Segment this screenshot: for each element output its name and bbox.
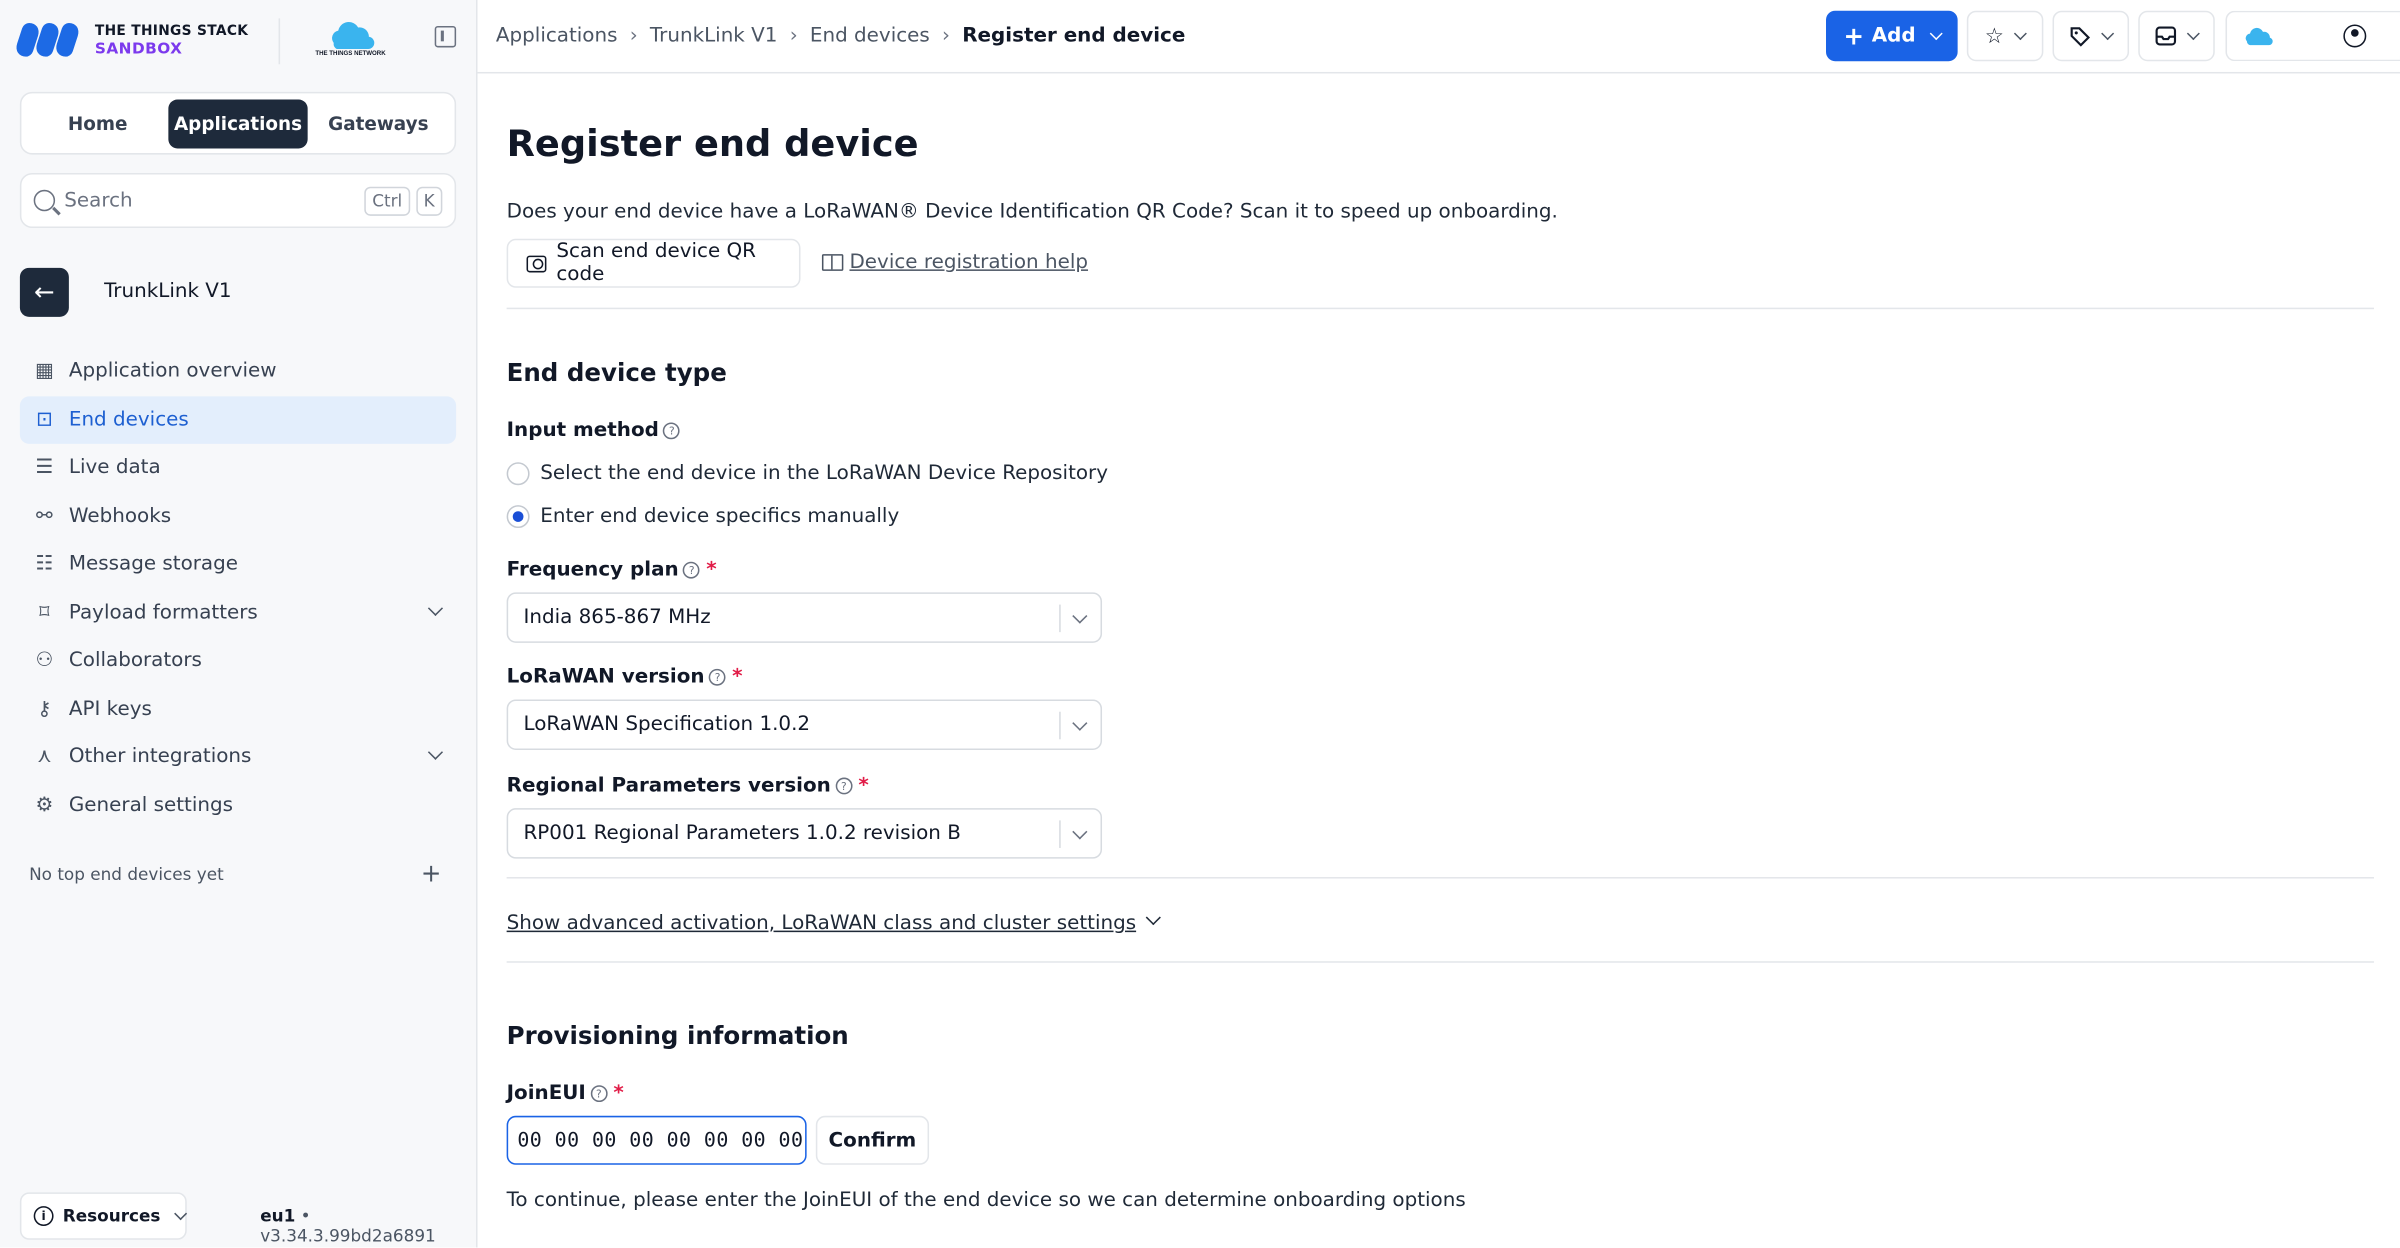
breadcrumb-current: Register end device <box>962 24 1186 48</box>
arrow-left-icon: ← <box>34 277 55 307</box>
lorawan-version-select[interactable] <box>507 699 1102 750</box>
chevron-down-icon <box>2101 27 2114 40</box>
continue-hint: To continue, please enter the JoinEUI of the end device so we can determine onboarding options <box>506 1189 1466 1213</box>
inbox-button[interactable] <box>2138 11 2215 62</box>
ttn-logo-text: THE THINGS NETWORK <box>315 50 386 58</box>
collapse-sidebar-icon[interactable] <box>435 26 456 47</box>
input-method-label: Input method ? <box>507 419 681 442</box>
resources-button[interactable] <box>20 1192 187 1239</box>
radio-button[interactable] <box>507 462 530 485</box>
top-header <box>478 0 2400 73</box>
add-top-device-button[interactable]: + <box>420 858 442 888</box>
grid-icon: ▦ <box>34 360 54 384</box>
chevron-down-icon <box>1146 910 1161 925</box>
help-icon[interactable]: ? <box>663 422 680 439</box>
things-stack-logo-icon <box>18 23 85 60</box>
breadcrumb-application[interactable]: TrunkLink V1 <box>649 24 778 48</box>
brand-line1: THE THINGS STACK <box>94 24 249 40</box>
tags-button[interactable] <box>2053 11 2130 62</box>
confirm-button[interactable]: Confirm <box>816 1116 929 1165</box>
regional-parameters-select[interactable] <box>507 808 1102 859</box>
sidebar-item-label: Webhooks <box>68 504 172 528</box>
ttn-cloud-logo-icon <box>2242 24 2331 48</box>
joineui-input[interactable]: 00 00 00 00 00 00 00 00 <box>507 1116 807 1165</box>
bookmarks-button[interactable] <box>1967 11 2044 62</box>
frequency-plan-label: Frequency plan ? * <box>506 558 717 582</box>
shortcut-ctrl: Ctrl <box>365 186 410 215</box>
plus-icon: + <box>1843 21 1865 51</box>
add-button-label: Add <box>1871 24 1916 48</box>
help-icon[interactable]: ? <box>709 669 726 686</box>
sidebar-item-label: API keys <box>68 697 152 721</box>
sidebar-item-label: Collaborators <box>68 649 202 673</box>
top-devices-empty: No top end devices yet <box>29 864 224 885</box>
section-divider <box>507 877 2374 879</box>
tab-gateways[interactable]: Gateways <box>328 112 429 134</box>
device-registration-help-link[interactable] <box>822 251 1088 274</box>
webhook-icon: ⚯ <box>36 504 53 528</box>
sidebar-item-general-settings[interactable] <box>20 781 456 829</box>
radio-device-repository[interactable] <box>507 462 1108 485</box>
sidebar-item-payload-formatters[interactable] <box>20 589 456 637</box>
chevron-down-icon <box>1072 608 1087 623</box>
gear-icon: ⚙ <box>35 793 54 817</box>
chevron-down-icon <box>428 600 443 615</box>
sidebar <box>0 0 478 1247</box>
required-asterisk: * <box>732 665 743 689</box>
shortcut-k: K <box>416 186 442 215</box>
select-value: India 865-867 MHz <box>523 606 711 630</box>
joineui-label: JoinEUI ? * <box>506 1082 624 1106</box>
required-asterisk: * <box>706 558 717 582</box>
chevron-right-icon: › <box>942 24 950 48</box>
profile-menu-button[interactable] <box>2225 11 2399 62</box>
inbox-icon <box>2155 26 2176 46</box>
scan-qr-label: Scan end device QR code <box>556 240 757 287</box>
book-icon <box>822 254 843 271</box>
brand-divider <box>279 18 281 64</box>
section-divider <box>507 308 2374 310</box>
section-divider <box>507 961 2374 963</box>
required-asterisk: * <box>613 1082 624 1106</box>
chevron-down-icon <box>1072 824 1087 839</box>
sidebar-item-label: End devices <box>68 408 189 432</box>
search-input[interactable] <box>20 173 456 228</box>
breadcrumb-applications[interactable]: Applications <box>495 24 618 48</box>
sidebar-item-end-devices[interactable] <box>20 396 456 444</box>
sidebar-item-message-storage[interactable] <box>20 540 456 588</box>
sidebar-item-label: Application overview <box>68 360 277 384</box>
radio-enter-manually[interactable] <box>507 505 900 528</box>
chevron-down-icon <box>1072 716 1087 731</box>
camera-icon <box>527 255 548 272</box>
sidebar-item-other-integrations[interactable] <box>20 733 456 781</box>
help-link-label: Device registration help <box>849 251 1089 274</box>
chevron-down-icon <box>2187 27 2200 40</box>
chevron-down-icon <box>174 1207 187 1220</box>
select-value: LoRaWAN Specification 1.0.2 <box>523 713 811 737</box>
radio-button-selected[interactable] <box>507 505 530 528</box>
ttn-cloud-logo-icon <box>315 20 386 60</box>
page-title: Register end device <box>506 122 919 166</box>
users-icon: ⚇ <box>35 649 54 673</box>
list-icon: ☰ <box>35 456 54 480</box>
add-button[interactable] <box>1826 11 1958 62</box>
sidebar-item-label: Other integrations <box>68 745 252 769</box>
chevron-down-icon <box>428 745 443 760</box>
search-icon <box>34 190 55 211</box>
frequency-plan-select[interactable] <box>507 592 1102 643</box>
radio-label: Enter end device specifics manually <box>540 505 900 529</box>
star-icon: ☆ <box>1984 23 2004 49</box>
advanced-settings-label: Show advanced activation, LoRaWAN class and cluster settings <box>506 912 1137 936</box>
sidebar-item-label: Message storage <box>68 552 239 576</box>
search-placeholder: Search <box>64 189 133 212</box>
chip-icon: ⊡ <box>36 408 53 432</box>
back-button[interactable] <box>20 268 69 317</box>
tag-icon <box>2069 25 2090 46</box>
version-number: v3.34.3.99bd2a6891 <box>260 1226 436 1246</box>
brand-line2: SANDBOX <box>94 41 183 59</box>
sidebar-item-api-keys[interactable] <box>20 685 456 733</box>
provisioning-heading: Provisioning information <box>506 1020 849 1050</box>
code-icon: ⌑ <box>39 601 50 625</box>
sidebar-item-label: Payload formatters <box>68 601 258 625</box>
sidebar-item-live-data[interactable] <box>20 444 456 492</box>
sidebar-item-webhooks[interactable] <box>20 492 456 540</box>
info-icon: i <box>34 1206 54 1226</box>
version-info: eu1 • v3.34.3.99bd2a6891 <box>260 1206 436 1246</box>
brand-logo[interactable] <box>18 18 248 64</box>
main-nav-tabs <box>20 92 456 155</box>
application-name: TrunkLink V1 <box>104 280 232 304</box>
tab-home[interactable]: Home <box>67 112 128 134</box>
end-device-type-heading: End device type <box>506 358 727 388</box>
help-icon[interactable]: ? <box>590 1085 607 1102</box>
cluster-name: eu1 <box>260 1206 296 1227</box>
breadcrumb <box>496 24 1185 47</box>
sidebar-item-collaborators[interactable] <box>20 637 456 685</box>
help-icon[interactable]: ? <box>683 562 700 579</box>
key-icon: ⚷ <box>37 697 52 721</box>
help-icon[interactable]: ? <box>835 778 852 795</box>
scan-qr-button[interactable] <box>507 239 801 288</box>
sidebar-item-label: General settings <box>68 793 233 817</box>
lorawan-version-label: LoRaWAN version ? * <box>506 665 743 689</box>
application-nav <box>20 347 456 829</box>
select-value: RP001 Regional Parameters 1.0.2 revision B <box>523 821 961 845</box>
regional-parameters-label: Regional Parameters version ? * <box>506 774 869 798</box>
tab-applications[interactable]: Applications <box>168 99 308 148</box>
required-asterisk: * <box>858 774 869 798</box>
profile-avatar-icon <box>2343 24 2366 47</box>
chevron-right-icon: › <box>789 24 798 48</box>
qr-prompt: Does your end device have a LoRaWAN® Device Identification QR Code? Scan it to speed up onboarding. <box>506 200 1558 224</box>
integration-icon: ⋏ <box>37 745 52 769</box>
advanced-settings-toggle[interactable] <box>507 912 1159 935</box>
radio-label: Select the end device in the LoRaWAN Device Repository <box>540 462 1109 486</box>
resources-label: Resources <box>62 1206 161 1227</box>
breadcrumb-end-devices[interactable]: End devices <box>809 24 930 48</box>
database-icon: ☷ <box>35 552 54 576</box>
chevron-right-icon: › <box>629 24 638 48</box>
sidebar-item-label: Live data <box>68 456 161 480</box>
chevron-down-icon <box>1929 27 1942 40</box>
sidebar-item-application-overview[interactable] <box>20 347 456 395</box>
chevron-down-icon <box>2014 27 2027 40</box>
